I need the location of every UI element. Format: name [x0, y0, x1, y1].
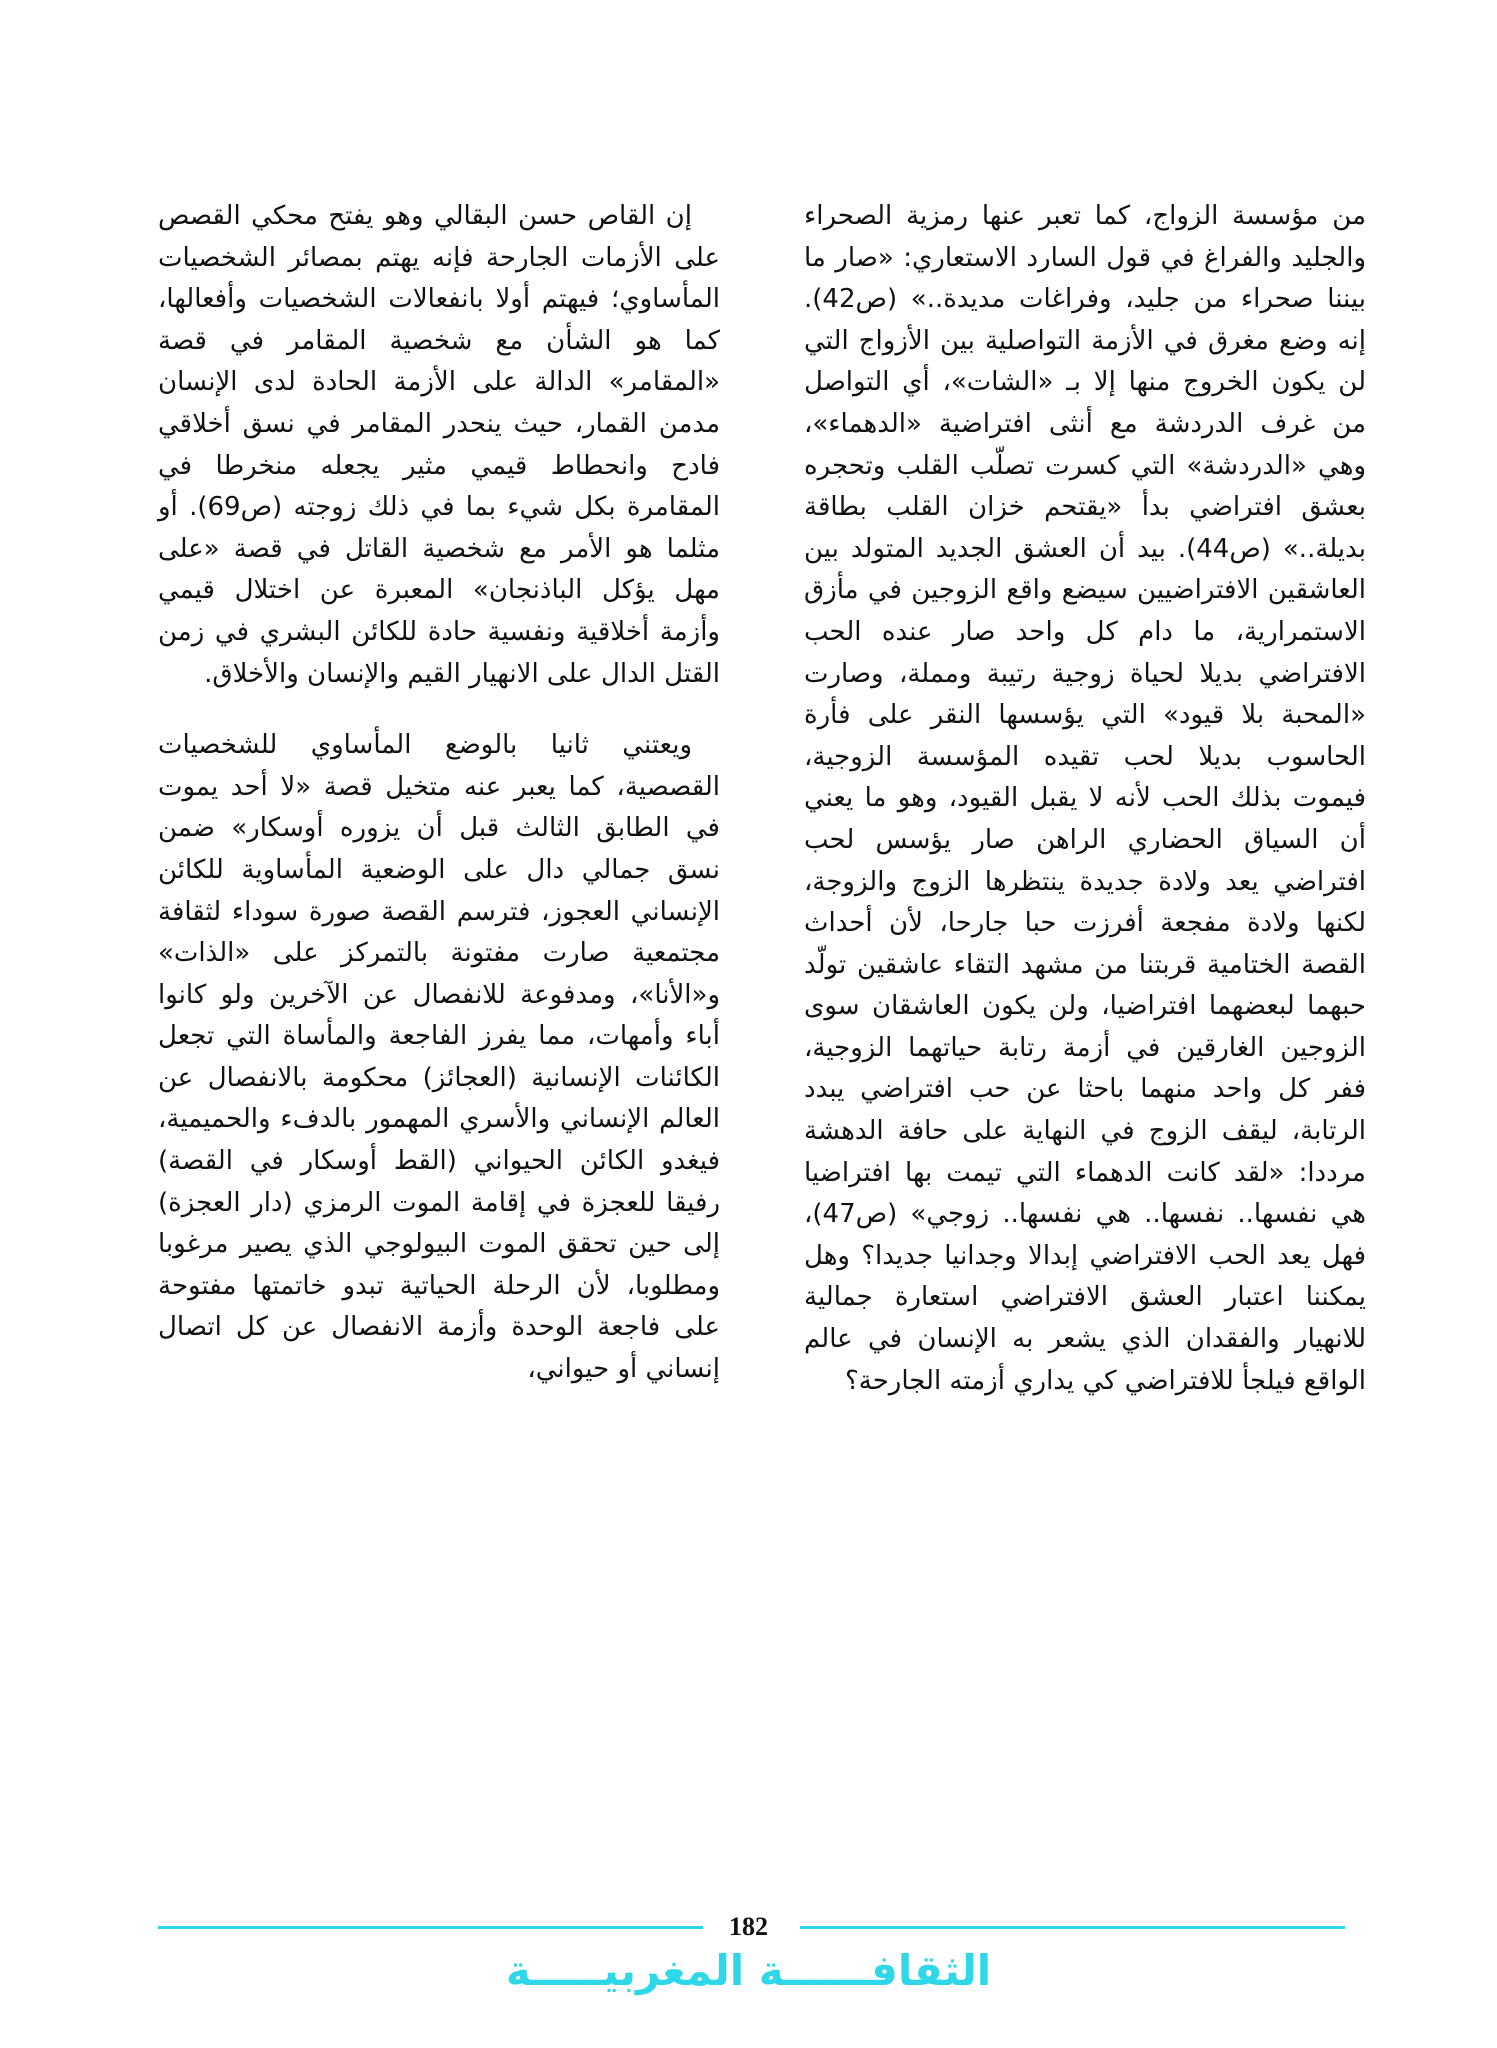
- paragraph: من مؤسسة الزواج، كما تعبر عنها رمزية الصحراء والجليد والفراغ في قول السارد الاستعاري: «صار ما بيننا صحراء من جليد، وفراغات مديدة..» (ص42). إنه وضع مغرق في الأزمة التواصلية بين الأزواج التي لن يكون الخروج منها إلا بـ «الشات»، أي التواصل من غرف الدردشة مع أنثى افتراضية «الدهماء»، وهي «الدردشة» التي كسرت تصلّب القلب وتحجره بعشق افتراضي بدأ «يقتحم خزان القلب بطاقة بديلة..» (ص44). بيد أن العشق الجديد المتولد بين العاشقين الافتراضيين سيضع واقع الزوجين في مأزق الاستمرارية، ما دام كل واحد صار عنده الحب الافتراضي بديلا لحياة زوجية رتيبة ومملة، وصارت «المحبة بلا قيود» التي يؤسسها النقر على فأرة الحاسوب بديلا لحب تقيده المؤسسة الزوجية، فيموت بذلك الحب لأنه لا يقبل القيود، وهو ما يعني أن السياق الحضاري الراهن صار يؤسس لحب افتراضي يعد ولادة جديدة ينتظرها الزوج والزوجة، لكنها ولادة مفجعة أفرزت حبا جارحا، لأن أحداث القصة الختامية قربتنا من مشهد التقاء عاشقين تولّد حبهما لبعضهما افتراضيا، ولن يكون العاشقان سوى الزوجين الغارقين في أزمة رتابة حياتهما الزوجية، ففر كل واحد منهما باحثا عن حب افتراضي يبدد الرتابة، ليقف الزوج في النهاية على حافة الدهشة مرددا: «لقد كانت الدهماء التي تيمت بها افتراضيا هي نفسها.. نفسها.. هي نفسها.. زوجي» (ص47)، فهل يعد الحب الافتراضي إبدالا وجدانيا جديدا؟ وهل يمكننا اعتبار العشق الافتراضي استعارة جمالية للانهيار والفقدان الذي يشعر به الإنسان في عالم الواقع فيلجأ للافتراضي كي يداري أزمته الجارحة؟: [804, 201, 1367, 1396]
- text-column-left: [158, 196, 720, 1391]
- text-column-right: [804, 196, 1366, 1402]
- page-number: 182: [729, 1912, 768, 1941]
- magazine-masthead: الثقافــــــة المغربيـــــة: [505, 1946, 992, 1995]
- paragraph: ويعتني ثانيا بالوضع المأساوي للشخصيات القصصية، كما يعبر عنه متخيل قصة «لا أحد يموت في الطابق الثالث قبل أن يزوره أوسكار» ضمن نسق جمالي دال على الوضعية المأساوية للكائن الإنساني العجوز، فترسم القصة صورة سوداء لثقافة مجتمعية صارت مفتونة بالتمركز على «الذات» و«الأنا»، ومدفوعة للانفصال عن الآخرين ولو كانوا أباء وأمهات، مما يفرز الفاجعة والمأساة التي تجعل الكائنات الإنسانية (العجائز) محكومة بالانفصال عن العالم الإنساني والأسري المهمور بالدفء والحميمية، فيغدو الكائن الحيواني (القط أوسكار في القصة) رفيقا للعجزة في إقامة الموت الرمزي (دار العجزة) إلى حين تحقق الموت البيولوجي الذي يصير مرغوبا ومطلوبا، لأن الرحلة الحياتية تبدو خاتمتها مفتوحة على فاجعة الوحدة وأزمة الانفصال عن كل اتصال إنساني أو حيواني،: [158, 730, 720, 1385]
- paragraph: إن القاص حسن البقالي وهو يفتح محكي القصص على الأزمات الجارحة فإنه يهتم بمصائر الشخصيات المأساوي؛ فيهتم أولا بانفعالات الشخصيات وأفعالها، كما هو الشأن مع شخصية المقامر في قصة «المقامر» الدالة على الأزمة الحادة لدى الإنسان مدمن القمار، حيث ينحدر المقامر في نسق أخلاقي فادح وانحطاط قيمي مثير يجعله منخرطا في المقامرة بكل شيء بما في ذلك زوجته (ص69). أو مثلما هو الأمر مع شخصية القاتل في قصة «على مهل يؤكل الباذنجان» المعبرة عن اختلال قيمي وأزمة أخلاقية ونفسية حادة للكائن البشري في زمن القتل الدال على الانهيار القيم والإنسان والأخلاق.: [158, 201, 720, 689]
